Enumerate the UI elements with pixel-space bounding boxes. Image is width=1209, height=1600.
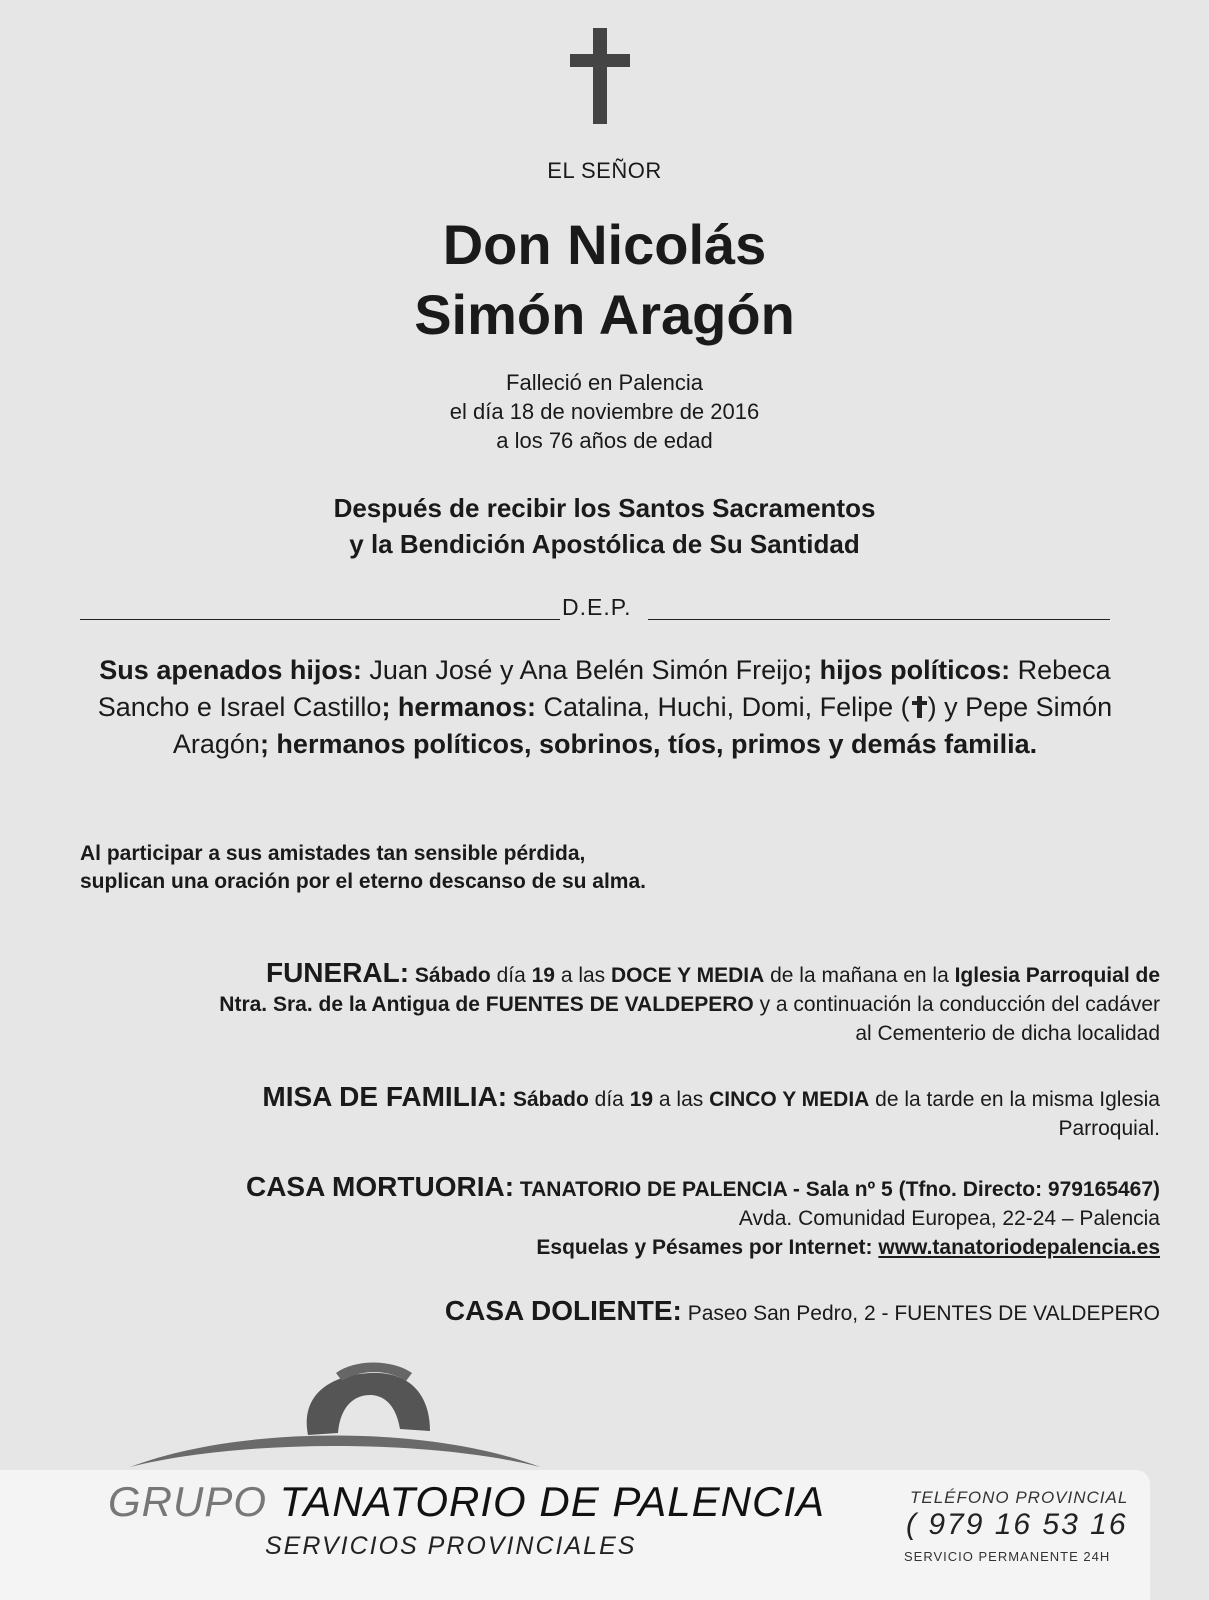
amistades-line-1: Al participar a sus amistades tan sensible pérdida,	[80, 842, 586, 865]
funeral-dia: día	[490, 964, 532, 987]
hermanos-names-b: ) y Pepe Simón Aragón	[172, 692, 1113, 759]
misa-day: Sábado	[507, 1088, 589, 1111]
phone-icon: (	[906, 1508, 918, 1541]
death-info	[0, 368, 1209, 455]
died-line-1: Falleció en Palencia	[506, 370, 703, 395]
amistades-line-2: suplican una oración por el eterno descanso de su alma.	[80, 870, 646, 893]
cross-icon	[570, 28, 630, 124]
misa-dia: día	[588, 1088, 630, 1111]
casa-line-2: Avda. Comunidad Europea, 22-24 – Palencia	[738, 1207, 1160, 1230]
hijos-names: Juan José y Ana Belén Simón Freijo	[361, 655, 804, 685]
name-line-1: Don Nicolás	[442, 213, 767, 276]
footer-grupo: GRUPO	[108, 1478, 268, 1525]
funeral-a-las: a las	[554, 964, 612, 987]
doliente-label: CASA DOLIENTE:	[444, 1295, 682, 1326]
dep-label: D.E.P.	[562, 594, 632, 620]
politicos-names: Rebeca Sancho e Israel Castillo	[97, 655, 1111, 722]
sacraments-line-2: y la Bendición Apostólica de Su Santidad	[349, 529, 860, 559]
funeral-day: Sábado	[409, 964, 491, 987]
small-cross-icon	[910, 696, 928, 718]
misa-line-2: Parroquial.	[1058, 1117, 1160, 1140]
family-paragraph	[80, 652, 1130, 763]
title: EL SEÑOR	[547, 158, 662, 183]
funeral-line-3: al Cementerio de dicha localidad	[855, 1022, 1160, 1045]
misa-label: MISA DE FAMILIA:	[262, 1081, 508, 1112]
hermanos-names-a: Catalina, Huchi, Domi, Felipe (	[535, 692, 910, 722]
funeral-place: Ntra. Sra. de la Antigua de FUENTES DE VALDEPERO	[219, 993, 754, 1016]
footer-brand	[108, 1478, 825, 1526]
funeral-de-la: de la mañana en la	[764, 964, 955, 987]
funeral-block	[60, 958, 1160, 1048]
sacraments-line-1: Después de recibir los Santos Sacramentos	[333, 493, 876, 523]
misa-block	[60, 1082, 1160, 1143]
politicos-label: ; hijos políticos:	[803, 655, 1011, 685]
misa-a-las: a las	[653, 1088, 710, 1111]
funeral-conduccion: y a continuación la conducción del cadáver	[753, 993, 1160, 1016]
footer-servicios: SERVICIOS PROVINCIALES	[265, 1532, 637, 1560]
funeral-church: Iglesia Parroquial de	[954, 964, 1160, 987]
sacraments	[0, 490, 1209, 562]
tanatorio-logo	[130, 1355, 540, 1475]
doliente-address: Paseo San Pedro, 2 - FUENTES DE VALDEPERO	[681, 1302, 1160, 1325]
funeral-label: FUNERAL:	[265, 957, 410, 988]
died-line-2: el día 18 de noviembre de 2016	[449, 399, 760, 424]
divider-right	[648, 619, 1110, 620]
funeral-date: 19	[531, 964, 555, 987]
phone-digits: 979 16 53 16	[928, 1508, 1128, 1541]
misa-time: CINCO Y MEDIA	[709, 1088, 870, 1111]
casa-mortuoria-block	[60, 1172, 1160, 1262]
misa-date: 19	[629, 1088, 654, 1111]
divider-left	[80, 619, 560, 620]
casa-doliente-block	[60, 1296, 1160, 1328]
casa-line-3	[60, 1233, 1160, 1262]
hijos-label: Sus apenados hijos:	[99, 655, 362, 685]
casa-internet-label: Esquelas y Pésames por Internet:	[536, 1236, 879, 1259]
phone-number[interactable]	[906, 1508, 1128, 1542]
deceased-name	[0, 210, 1209, 350]
misa-line-1	[60, 1082, 1160, 1114]
name-line-2: Simón Aragón	[414, 283, 795, 346]
funeral-time: DOCE Y MEDIA	[611, 964, 765, 987]
casa-label: CASA MORTUORIA:	[245, 1171, 515, 1202]
funeral-line-1	[60, 958, 1160, 990]
funeral-line-2	[60, 990, 1160, 1019]
amistades-note	[80, 840, 646, 896]
casa-tanatorio: TANATORIO DE PALENCIA - Sala nº 5 (Tfno. Directo: 979165467)	[514, 1178, 1160, 1201]
died-line-3: a los 76 años de edad	[496, 428, 713, 453]
phone-service: SERVICIO PERMANENTE 24H	[904, 1549, 1111, 1564]
phone-title: TELÉFONO PROVINCIAL	[910, 1488, 1129, 1507]
website-link[interactable]: www.tanatoriodepalencia.es	[878, 1236, 1160, 1259]
other-family: ; hermanos políticos, sobrinos, tíos, primos y demás familia.	[259, 729, 1038, 759]
casa-line-1	[60, 1172, 1160, 1204]
misa-place: de la tarde en la misma Iglesia	[869, 1088, 1160, 1111]
hermanos-label: ; hermanos:	[381, 692, 536, 722]
footer-tanatorio: TANATORIO DE PALENCIA	[267, 1478, 826, 1525]
